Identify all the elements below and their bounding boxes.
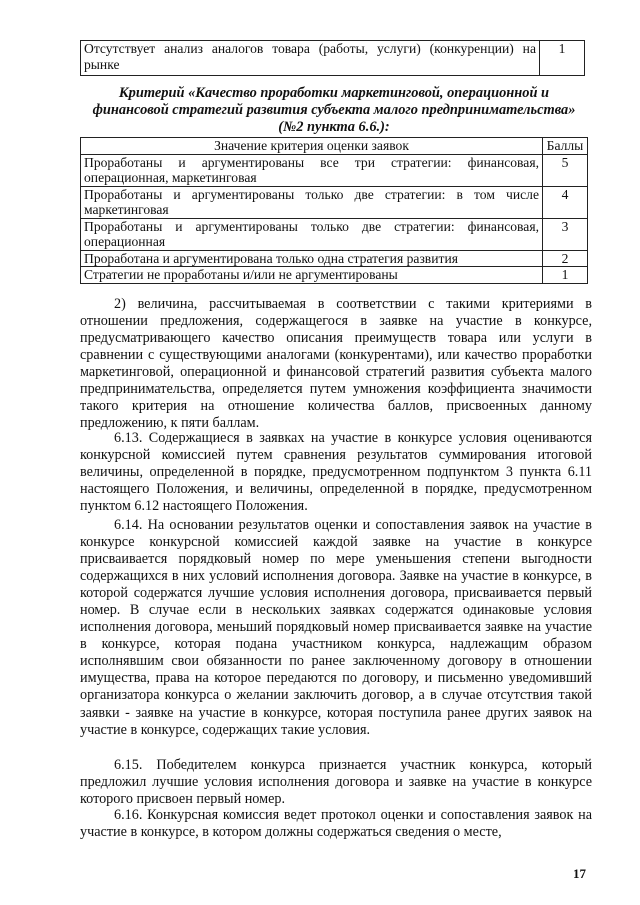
table-row: [81, 186, 588, 218]
table-cell-text: Отсутствует анализ аналогов товара (работы, услуги) (конкуренции) на рынке: [81, 41, 540, 76]
paragraph-6-14: 6.14. На основании результатов оценки и сопоставления заявок на участие в конкурсе конкурсной комиссией каждой заявке на участие в конкурсе присваивается порядковый номер по мере уменьшения степени выгодности содержащихся в них условий исполнения договора. Заявке на участие в конкурсе, в которой содержатся лучшие условия исполнения договора, присваивается первый номер. В случае если в нескольких заявках содержатся одинаковые условия исполнения договора, меньший порядковый номер присваивается заявке на участие в конкурсе, которая подана участником конкурса, надлежащим образом исполнявшим свои обязанности по ранее заключенному договору в отношении имущества, права на которое передаются по договору, и письменно уведомивший организатора конкурса о желании заключить договор, а в случае отсутствия такой заявки - заявке на участие в конкурсе, которая поступила ранее других заявок на участие в конкурсе, содержащих такие условия.: [80, 517, 592, 738]
page-number: 17: [573, 866, 586, 881]
table-cell-score: 1: [540, 41, 585, 76]
table-cell-text: Проработаны и аргументированы только две стратегии: финансовая, операционная: [81, 218, 543, 250]
table-cell-text: Проработана и аргументирована только одна стратегия развития: [81, 250, 543, 267]
criterion-table: [80, 137, 588, 284]
table-cell-score: 2: [543, 250, 588, 267]
paragraph-6-13: 6.13. Содержащиеся в заявках на участие в конкурсе условия оцениваются конкурсной комиссией путем сравнения результатов суммирования итоговой величины, определенной в порядке, предусмотренном подпунктом 3 пункта 6.11 настоящего Положения, и величины, определенной в порядке, предусмотренном пунктом 6.12 настоящего Положения.: [80, 430, 592, 515]
table-cell-text: Проработаны и аргументированы только две стратегии: в том числе маркетинговая: [81, 186, 543, 218]
table-cell-score: 3: [543, 218, 588, 250]
table-cell-text: Проработаны и аргументированы все три стратегии: финансовая, операционная, маркетинговая: [81, 154, 543, 186]
top-criteria-table: [80, 40, 585, 76]
paragraph-6-15: 6.15. Победителем конкурса признается участник конкурса, который предложил лучшие условия исполнения договора и заявке на участие в конкурсе которого присвоен первый номер.: [80, 757, 592, 808]
table-cell-score: 4: [543, 186, 588, 218]
paragraph-item-2: 2) величина, рассчитываемая в соответствии с такими критериями в отношении предложения, содержащегося в заявке на участие в конкурсе, предусматривающего качество описания преимуществ товара или услуги в сравнении с существующими аналогами (конкурентами), или качество проработки маркетинговой, операционной и финансовой стратегий развития субъекта малого предпринимательства, определяется путем умножения коэффициента значимости такого критерия на отношение количества баллов, присвоенных данному предложению, к пяти баллам.: [80, 296, 592, 432]
table-row: [81, 154, 588, 186]
criterion-heading: Критерий «Качество проработки маркетинговой, операционной и финансовой стратегий развития субъекта малого предпринимательства» (№2 пункта 6.6.):: [92, 85, 576, 135]
table-cell-score: 1: [543, 267, 588, 284]
table-row: [81, 267, 588, 284]
table-cell-score: 5: [543, 154, 588, 186]
table-cell-text: Стратегии не проработаны и/или не аргументированы: [81, 267, 543, 284]
paragraph-6-16: 6.16. Конкурсная комиссия ведет протокол оценки и сопоставления заявок на участие в конкурсе, в котором должны содержаться сведения о месте,: [80, 807, 592, 841]
column-header-value: Значение критерия оценки заявок: [81, 138, 543, 155]
table-row: [81, 250, 588, 267]
table-header-row: [81, 138, 588, 155]
table-row: [81, 218, 588, 250]
column-header-score: Баллы: [543, 138, 588, 155]
table-row: [81, 41, 585, 76]
